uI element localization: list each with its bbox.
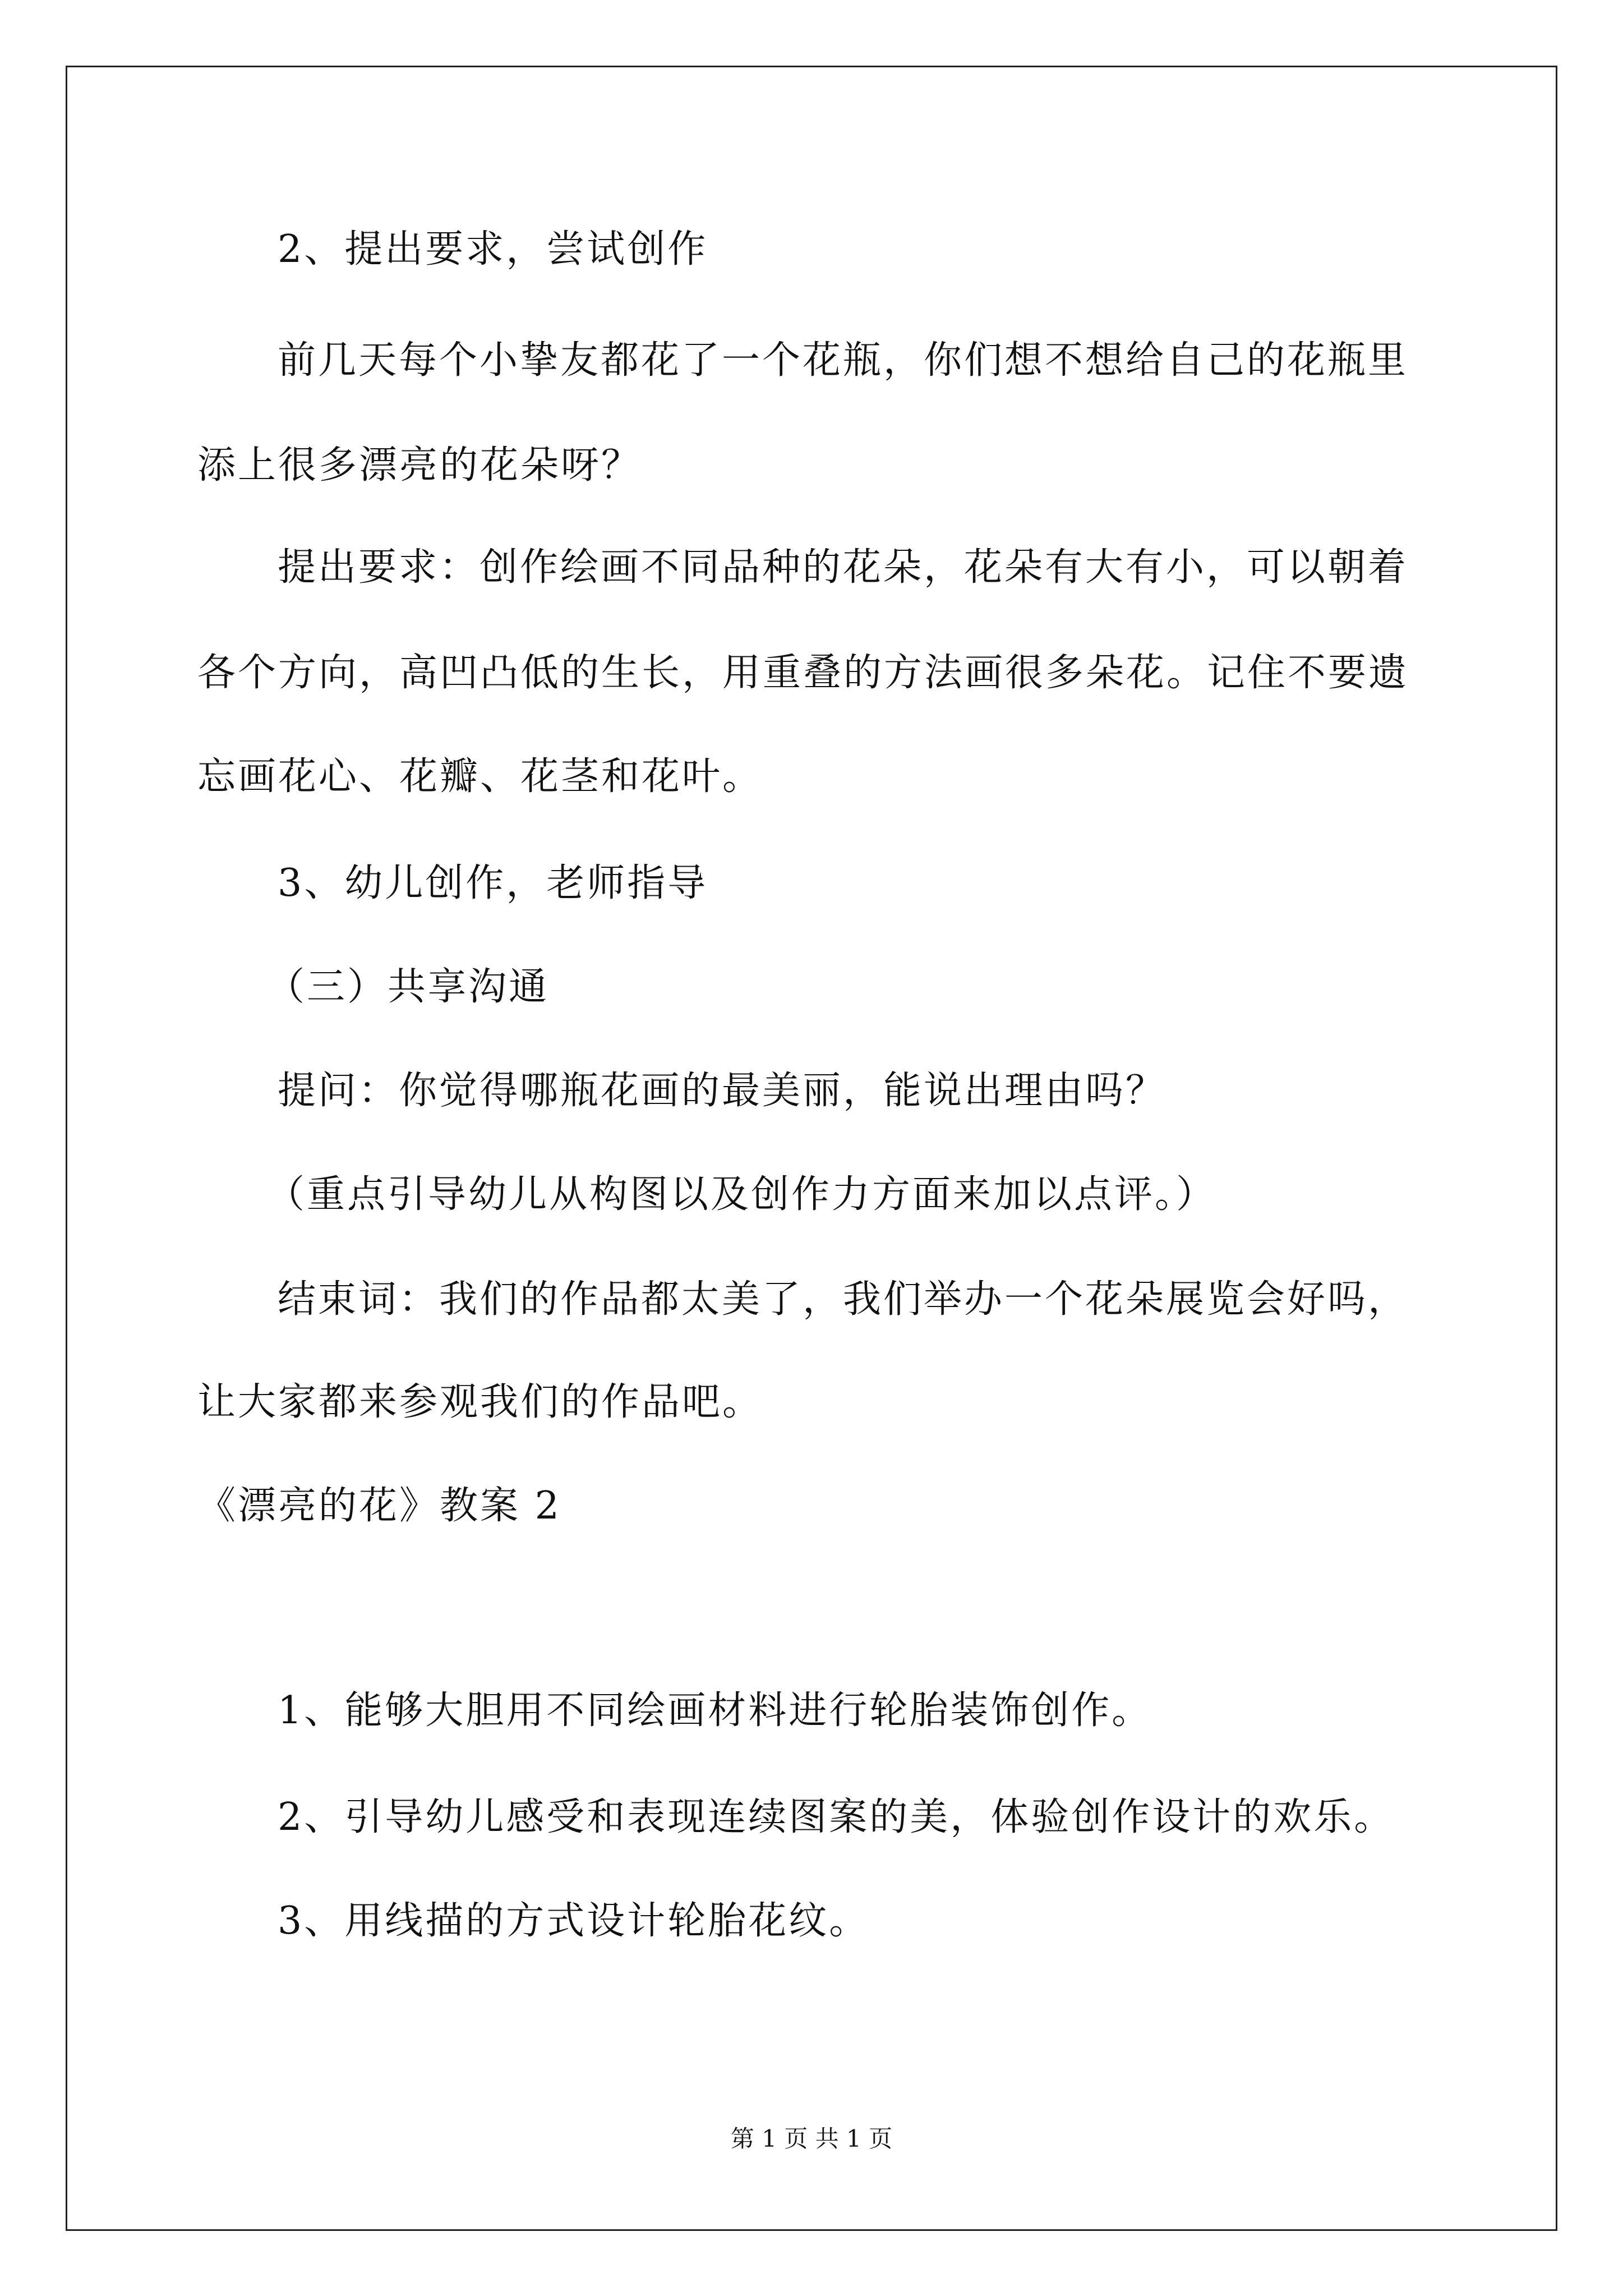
page-footer: 第 1 页 共 1 页	[730, 2125, 893, 2152]
paragraph-intro-line-1: 前几天每个小挚友都花了一个花瓶，你们想不想给自己的花瓶里	[278, 338, 1409, 383]
goal-item-2: 2、引导幼儿感受和表现连续图案的美，体验创作设计的欢乐。	[278, 1795, 1395, 1839]
paragraph-step-3: 3、幼儿创作，老师指导	[278, 861, 708, 905]
paragraph-closing-line-1: 结束词：我们的作品都太美了，我们举办一个花朵展览会好吗，	[278, 1277, 1409, 1322]
section-heading: 《漂亮的花》教案 2	[197, 1484, 561, 1528]
goal-item-1: 1、能够大胆用不同绘画材料进行轮胎装饰创作。	[278, 1688, 1152, 1733]
paragraph-question: 提问：你觉得哪瓶花画的最美丽，能说出理由吗？	[278, 1069, 1166, 1113]
paragraph-closing-line-2: 让大家都来参观我们的作品吧。	[197, 1380, 763, 1424]
paragraph-requirements-line-3: 忘画花心、花瓣、花茎和花叶。	[197, 754, 763, 799]
paragraph-intro-line-2: 添上很多漂亮的花朵呀？	[197, 443, 642, 487]
paragraph-requirements-line-1: 提出要求：创作绘画不同品种的花朵，花朵有大有小，可以朝着	[278, 545, 1409, 590]
paragraph-requirements-line-2: 各个方向，高凹凸低的生长，用重叠的方法画很多朵花。记住不要遗	[197, 651, 1409, 695]
section-share: （三）共享沟通	[266, 965, 550, 1009]
paragraph-note: （重点引导幼儿从构图以及创作力方面来加以点评。）	[266, 1172, 1217, 1217]
goal-item-3: 3、用线描的方式设计轮胎花纹。	[278, 1899, 870, 1943]
paragraph-step-2: 2、提出要求，尝试创作	[278, 227, 708, 272]
